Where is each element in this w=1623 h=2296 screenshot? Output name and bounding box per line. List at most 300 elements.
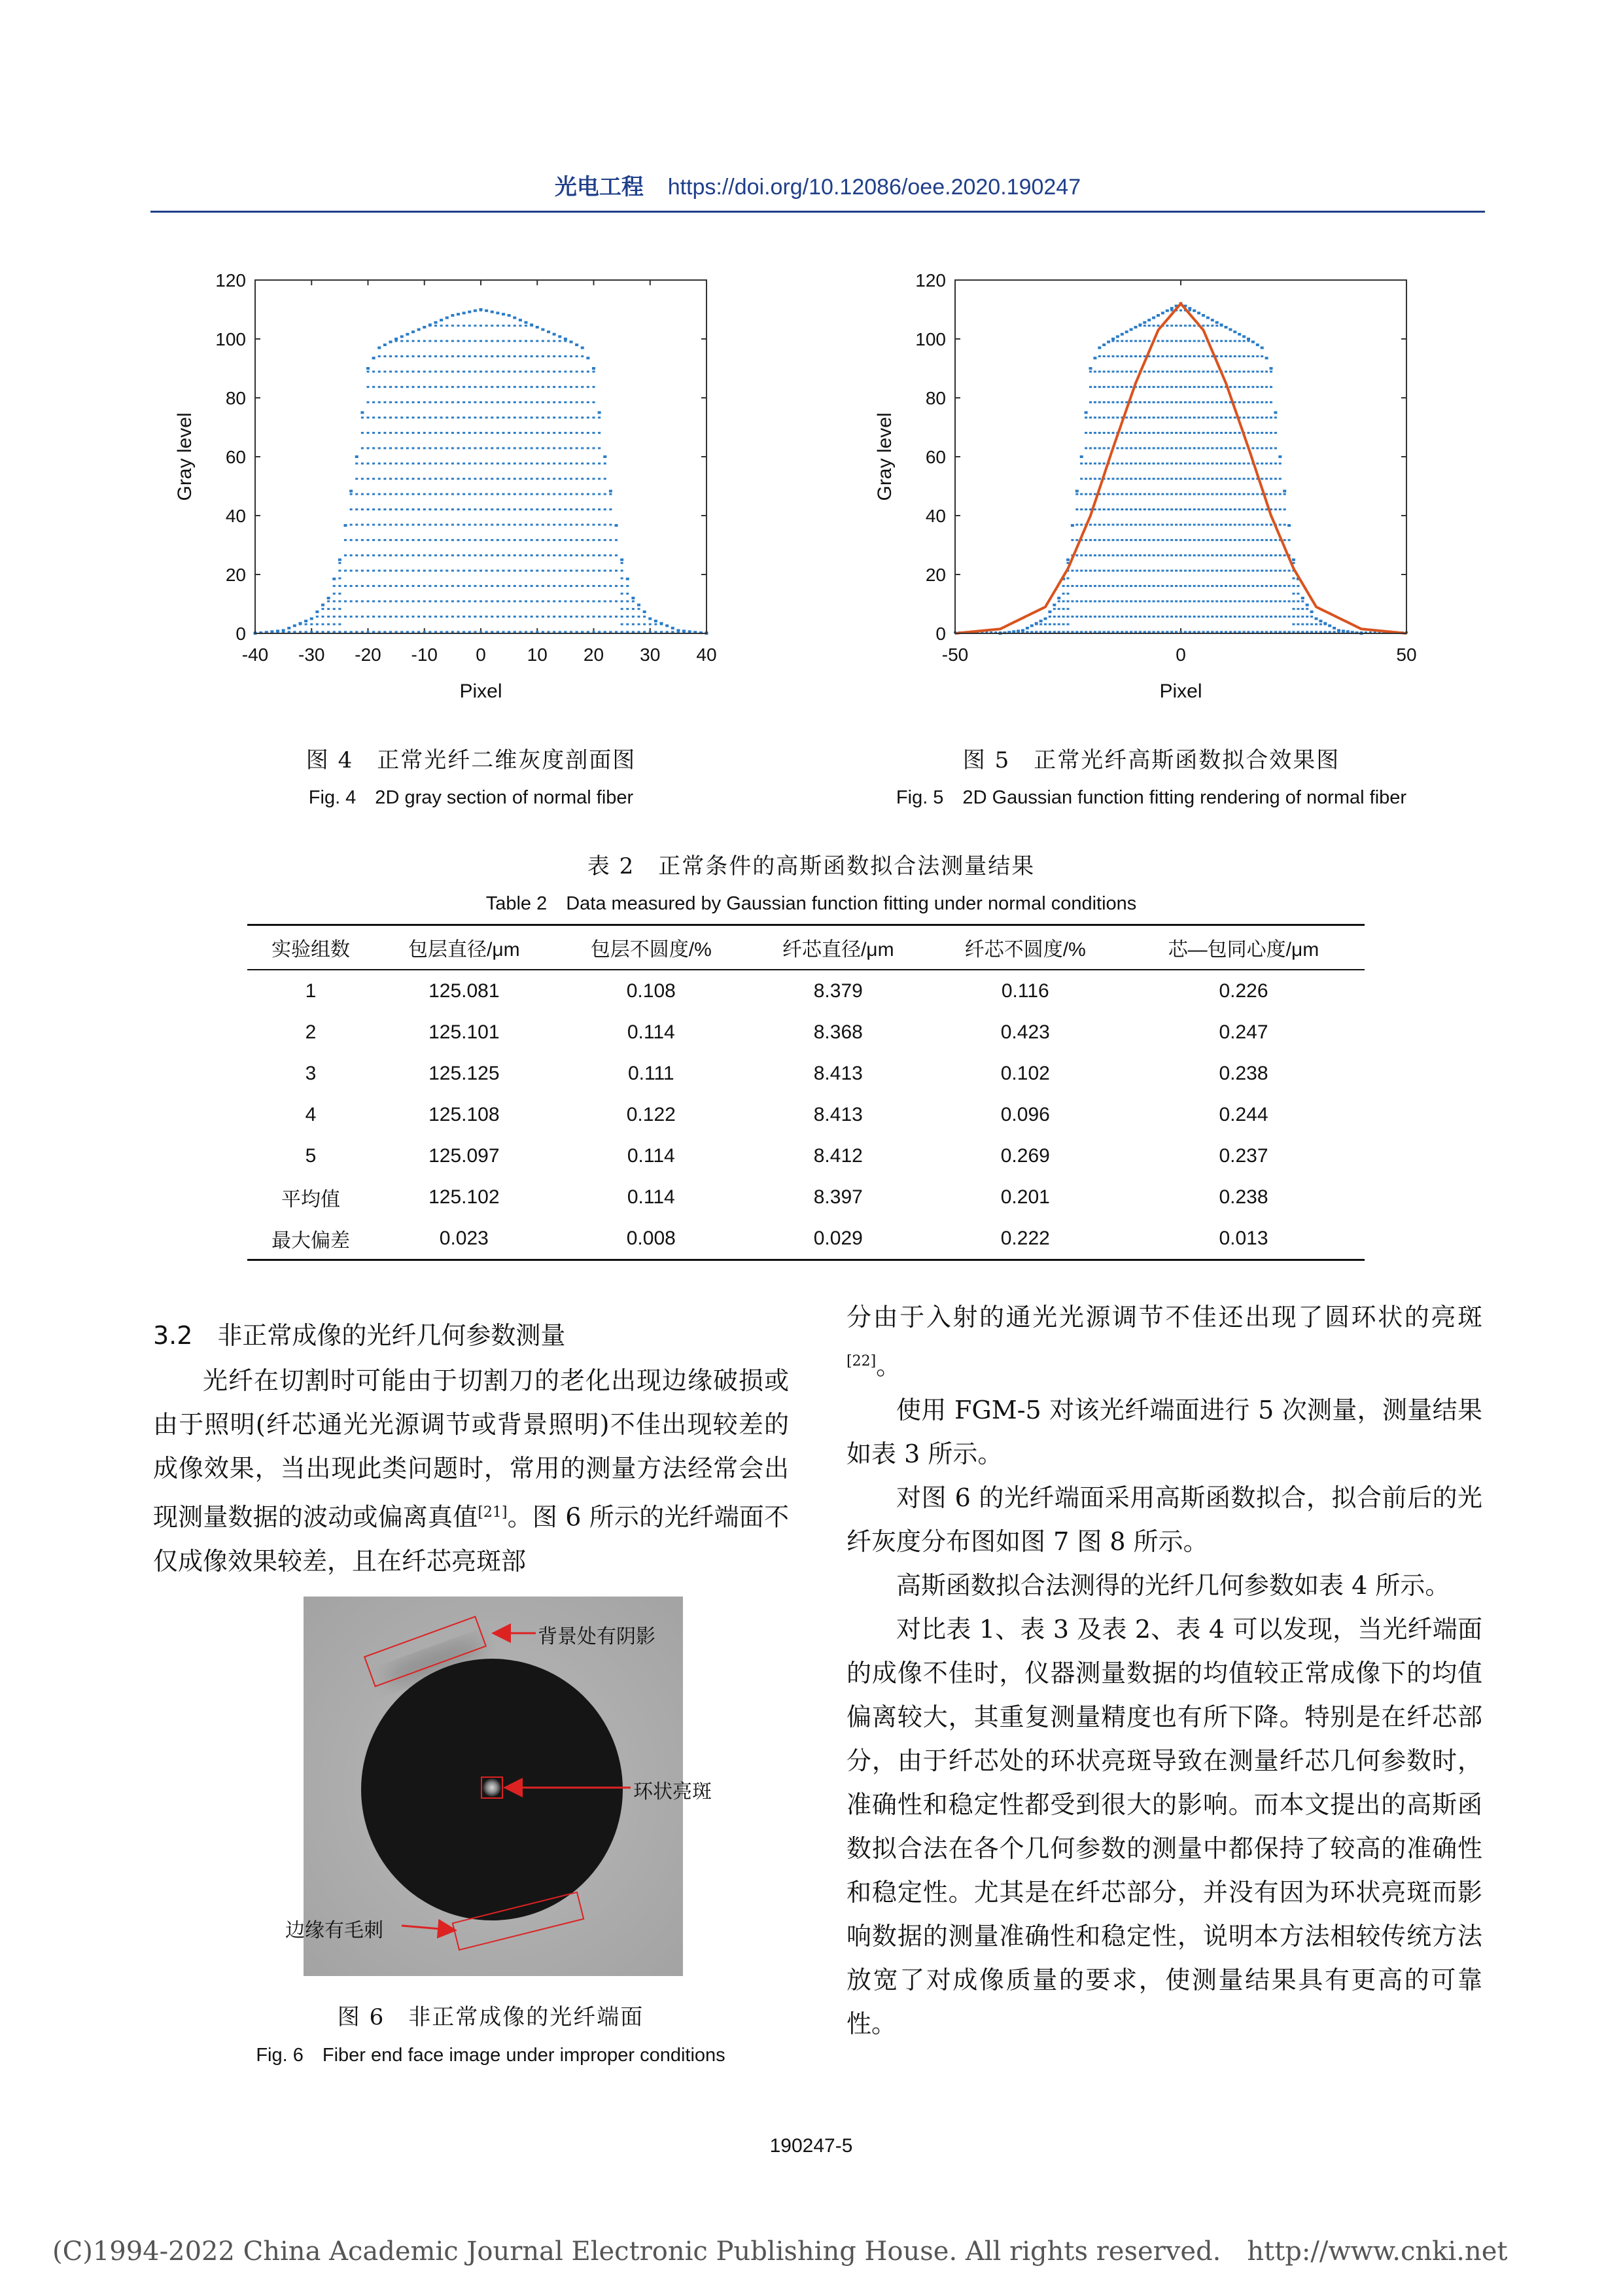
scatter-column xyxy=(519,319,522,633)
table-cell: 8.413 xyxy=(813,1103,863,1125)
scatter-column xyxy=(631,597,635,633)
y-tick-label: 120 xyxy=(915,270,946,291)
scatter-point xyxy=(1193,309,1196,312)
right-column-text xyxy=(846,1296,1482,2046)
scatter-column xyxy=(637,604,640,633)
scatter-point xyxy=(1093,357,1096,359)
scatter-point xyxy=(654,620,657,622)
table-cell: 平均值 xyxy=(281,1188,341,1210)
scatter-point xyxy=(1111,338,1115,340)
scatter-column xyxy=(1283,490,1286,633)
scatter-point xyxy=(315,610,319,613)
scatter-point xyxy=(1030,624,1034,627)
figure-4-caption-cn: 图 4 正常光纤二维灰度剖面图 xyxy=(305,747,637,773)
scatter-column xyxy=(530,323,533,633)
paragraph: 对比表 1、表 3 及表 2、表 4 可以发现，当光纤端面的成像不佳时，仪器测量数据的均值较正常成像下的均值偏离较大，其重复测量精度也有所下降。特别是在纤芯部分，由于纤芯处的环状亮斑导致在测量纤芯几何参数时，准确性和稳定性都受到很大的影响。而本文提出的高斯函数拟合法在各个几何参数的测量中都保持了较高的准确性和稳定性。尤其是在纤芯部分，并没有因为环状亮斑而影响数据的测量准确性和稳定性，说明本方法相较传统方法放宽了对成像质量的要求，使测量结果具有更高的可靠性。 xyxy=(846,1614,1482,2038)
scatter-point xyxy=(620,559,623,561)
paragraph: 高斯函数拟合法测得的光纤几何参数如表 4 所示。 xyxy=(896,1570,1450,1600)
table-cell: 8.379 xyxy=(813,980,863,1002)
scatter-column xyxy=(389,341,393,633)
scatter-column xyxy=(1170,307,1174,633)
table-cell: 0.247 xyxy=(1219,1021,1268,1043)
scatter-column xyxy=(1089,367,1092,633)
scatter-point xyxy=(457,313,460,315)
scatter-column xyxy=(496,311,499,633)
scatter-point xyxy=(474,309,477,312)
scatter-point xyxy=(513,317,516,319)
scatter-column xyxy=(1116,335,1119,633)
scatter-point xyxy=(570,341,573,344)
scatter-point xyxy=(310,618,313,620)
y-tick-label: 100 xyxy=(915,329,946,349)
scatter-column xyxy=(377,347,381,633)
scatter-column xyxy=(1287,524,1291,633)
scatter-point xyxy=(1188,307,1191,309)
y-tick-label: 40 xyxy=(225,506,246,526)
scatter-column xyxy=(1166,309,1169,633)
table-cell: 0.114 xyxy=(627,1186,675,1208)
scatter-column xyxy=(1238,333,1241,633)
x-tick-label: 0 xyxy=(1176,645,1186,665)
scatter-column xyxy=(1251,341,1255,633)
scatter-point xyxy=(1323,622,1327,625)
scatter-column xyxy=(603,455,606,633)
table-cell: 0.116 xyxy=(1001,980,1049,1002)
y-axis-label: Gray level xyxy=(874,412,896,501)
scatter-point xyxy=(1225,326,1228,328)
scatter-column xyxy=(485,309,488,633)
scatter-column xyxy=(1130,328,1133,633)
figure-4-chart xyxy=(164,262,739,720)
label-spot: 环状亮斑 xyxy=(633,1781,712,1803)
x-tick-label: 10 xyxy=(527,645,548,665)
scatter-point xyxy=(637,604,640,607)
paragraph xyxy=(846,1296,1482,1388)
scatter-column xyxy=(480,308,483,633)
table-header-cell: 包层直径/μm xyxy=(374,925,554,970)
citation[interactable]: [21] xyxy=(478,1504,508,1521)
table-cell: 125.081 xyxy=(428,980,500,1002)
scatter-point xyxy=(1075,490,1079,493)
scatter-column xyxy=(592,367,595,633)
journal-name: 光电工程 xyxy=(554,174,644,200)
table-row xyxy=(247,1135,1365,1176)
scatter-column xyxy=(428,323,432,633)
scatter-point xyxy=(1147,319,1151,321)
scatter-column xyxy=(1147,319,1151,633)
x-axis-label: Pixel xyxy=(459,680,502,702)
y-tick-label: 80 xyxy=(925,388,946,408)
scatter-point xyxy=(1215,321,1219,324)
table-cell: 0.102 xyxy=(1000,1062,1050,1084)
scatter-point xyxy=(1247,338,1250,340)
table-cell: 125.108 xyxy=(428,1103,500,1125)
scatter-column xyxy=(1242,335,1246,633)
scatter-point xyxy=(1319,620,1322,622)
scatter-point xyxy=(1089,367,1092,370)
scatter-point xyxy=(508,314,511,317)
citation[interactable]: [22] xyxy=(846,1353,877,1369)
table-header-cell: 纤芯直径/μm xyxy=(748,925,928,970)
scatter-column xyxy=(360,412,364,633)
scatter-point xyxy=(1283,490,1286,493)
x-tick-label: 0 xyxy=(476,645,486,665)
scatter-column xyxy=(1256,344,1259,633)
scatter-point xyxy=(525,321,528,324)
table-cell: 最大偏差 xyxy=(247,1218,374,1260)
scatter-point xyxy=(519,319,522,321)
scatter-point xyxy=(282,629,285,632)
scatter-column xyxy=(586,357,589,633)
table-cell: 0.111 xyxy=(627,1062,674,1084)
scatter-point xyxy=(558,335,561,338)
scatter-point xyxy=(327,597,330,599)
scatter-point xyxy=(383,344,387,346)
scatter-column xyxy=(304,620,307,633)
table-cell: 125.097 xyxy=(428,1144,500,1167)
scatter-point xyxy=(451,314,454,317)
scatter-column xyxy=(462,311,466,633)
scatter-column xyxy=(451,314,454,633)
table-cell: 0.114 xyxy=(627,1144,675,1167)
scatter-point xyxy=(626,578,629,580)
table-cell: 0.201 xyxy=(1000,1186,1050,1208)
scatter-column xyxy=(581,347,584,633)
scatter-column xyxy=(1057,597,1060,633)
scatter-column xyxy=(1183,305,1187,633)
y-tick-label: 120 xyxy=(215,270,246,291)
scatter-point xyxy=(480,308,483,311)
figure-6-caption-en: Fig. 6 Fiber end face image under improper conditions xyxy=(256,2045,725,2066)
scatter-column xyxy=(536,326,539,633)
y-tick-label: 0 xyxy=(935,624,946,644)
scatter-point xyxy=(502,313,505,315)
scatter-column xyxy=(1157,314,1160,633)
scatter-point xyxy=(1098,347,1101,349)
table-header-cell: 实验组数 xyxy=(247,925,374,970)
scatter-point xyxy=(411,330,415,333)
table-row xyxy=(247,1053,1365,1094)
scatter-column xyxy=(1315,618,1318,633)
x-tick-label: 20 xyxy=(583,645,604,665)
scatter-point xyxy=(485,309,488,312)
y-tick-label: 40 xyxy=(925,506,946,526)
table-cell: 0.096 xyxy=(1000,1103,1050,1125)
scatter-point xyxy=(1152,317,1155,319)
table-row xyxy=(247,1094,1365,1135)
scatter-column xyxy=(1233,330,1236,633)
scatter-column xyxy=(1297,578,1300,633)
scatter-column xyxy=(406,333,409,633)
scatter-point xyxy=(1251,341,1255,344)
scatter-point xyxy=(603,455,606,458)
scatter-point xyxy=(1161,311,1164,314)
scatter-point xyxy=(1206,317,1210,319)
scatter-point xyxy=(1048,610,1051,613)
fit-curve xyxy=(955,304,1406,633)
scatter-column xyxy=(615,524,618,633)
table-header-cell: 纤芯不圆度/% xyxy=(928,925,1123,970)
scatter-column xyxy=(1179,302,1183,633)
scatter-point xyxy=(1256,344,1259,346)
scatter-point xyxy=(434,321,438,324)
scatter-column xyxy=(1111,338,1115,633)
scatter-column xyxy=(558,335,561,633)
scatter-point xyxy=(564,338,567,340)
plot-frame xyxy=(255,280,707,633)
scatter-point xyxy=(338,559,341,561)
scatter-point xyxy=(417,328,421,331)
scatter-point xyxy=(445,317,449,319)
scatter-column xyxy=(564,338,567,633)
scatter-point xyxy=(1080,455,1083,458)
scatter-point xyxy=(1071,524,1074,527)
paragraph: 对图 6 的光纤端面采用高斯函数拟合，拟合前后的光纤灰度分布图如图 7 图 8 所示。 xyxy=(846,1483,1482,1556)
scatter-column xyxy=(1161,311,1164,633)
y-tick-label: 0 xyxy=(236,624,246,644)
scatter-column xyxy=(1107,341,1110,633)
table-cell: 0.023 xyxy=(374,1218,554,1260)
table-cell: 125.101 xyxy=(428,1021,500,1043)
scatter-point xyxy=(360,412,364,414)
label-burr: 边缘有毛刺 xyxy=(285,1920,383,1941)
scatter-point xyxy=(1066,559,1070,561)
scatter-point xyxy=(1121,333,1124,336)
y-tick-label: 100 xyxy=(215,329,246,349)
scatter-point xyxy=(1143,321,1146,324)
scatter-column xyxy=(598,412,601,633)
scatter-column xyxy=(1310,610,1314,633)
scatter-point xyxy=(1053,604,1056,607)
table-cell: 0.029 xyxy=(748,1218,928,1260)
scatter-point xyxy=(665,624,669,627)
paragraph-text: 分由于入射的通光光源调节不佳还出现了圆环状的亮斑 xyxy=(846,1303,1482,1332)
scatter-point xyxy=(491,311,494,313)
table-cell: 8.413 xyxy=(813,1062,863,1084)
scatter-column xyxy=(1188,307,1191,633)
scatter-column xyxy=(1075,490,1079,633)
scatter-point xyxy=(468,311,471,313)
scatter-column xyxy=(445,317,449,633)
scatter-point xyxy=(530,323,533,326)
table-cell: 125.125 xyxy=(428,1062,500,1084)
scatter-point xyxy=(643,610,646,613)
scatter-column xyxy=(1301,597,1304,633)
scatter-point xyxy=(1102,344,1106,346)
scatter-column xyxy=(1048,610,1051,633)
table-2-caption-cn: 表 2 正常条件的高斯函数拟合法测量结果 xyxy=(587,853,1036,879)
scatter-point xyxy=(1328,624,1331,627)
scatter-column xyxy=(609,490,612,633)
scatter-column xyxy=(400,335,404,633)
table-header-cell: 包层不圆度/% xyxy=(554,925,748,970)
table-cell: 0.269 xyxy=(1000,1144,1050,1167)
scatter-column xyxy=(1134,326,1138,633)
scatter-point xyxy=(496,311,499,314)
scatter-column xyxy=(417,328,421,633)
scatter-column xyxy=(1039,620,1043,633)
scatter-column xyxy=(1211,319,1214,633)
x-tick-label: -50 xyxy=(941,645,969,665)
table-cell: 0.222 xyxy=(928,1218,1123,1260)
scatter-point xyxy=(423,326,426,328)
table-cell: 1 xyxy=(305,980,317,1002)
scatter-column xyxy=(423,326,426,633)
scatter-point xyxy=(615,524,618,527)
scatter-column xyxy=(440,319,443,633)
y-tick-label: 20 xyxy=(925,565,946,585)
table-cell: 0.423 xyxy=(1000,1021,1050,1043)
scatter-column xyxy=(1080,455,1083,633)
scatter-column xyxy=(502,313,505,633)
scatter-point xyxy=(1233,330,1236,333)
scatter-point xyxy=(1220,323,1223,326)
scatter-column xyxy=(643,610,646,633)
scatter-column xyxy=(620,559,623,633)
scatter-column xyxy=(654,620,657,633)
table-cell: 8.397 xyxy=(813,1186,863,1208)
scatter-point xyxy=(394,338,398,340)
scatter-point xyxy=(428,323,432,326)
scatter-point xyxy=(440,319,443,321)
paragraph-text: 。 xyxy=(876,1351,901,1381)
scatter-point xyxy=(1021,629,1024,632)
x-tick-label: -10 xyxy=(411,645,438,665)
scatter-column xyxy=(372,357,375,633)
scatter-point xyxy=(1116,335,1119,338)
scatter-column xyxy=(575,344,578,633)
scatter-column xyxy=(1152,317,1155,633)
scatter-column xyxy=(315,610,319,633)
scatter-point xyxy=(1270,367,1273,370)
scatter-column xyxy=(1202,314,1205,633)
scatter-point xyxy=(586,357,589,359)
x-tick-label: -30 xyxy=(298,645,325,665)
x-tick-label: -20 xyxy=(355,645,381,665)
y-tick-label: 60 xyxy=(225,447,246,467)
table-cell: 5 xyxy=(305,1144,317,1167)
scatter-column xyxy=(1044,618,1047,633)
table-row xyxy=(247,1012,1365,1053)
scatter-point xyxy=(1107,341,1110,344)
table-cell: 0.238 xyxy=(1219,1062,1268,1084)
scatter-point xyxy=(344,524,347,527)
scatter-column xyxy=(338,559,341,633)
scatter-point xyxy=(1134,326,1138,328)
scatter-column xyxy=(626,578,629,633)
paragraph-text: 光纤在切割时可能由于切割刀的老化出现边缘破损或由于照明(纤芯通光光源调节或背景照明)不佳出现较差的成像效果，当出现此类问题时，常用的测量方法经常会出现测量数据的波动或偏离真值 xyxy=(153,1366,789,1532)
scatter-column xyxy=(327,597,330,633)
table-cell: 0.108 xyxy=(626,980,676,1002)
scatter-column xyxy=(525,321,528,633)
cnki-link[interactable]: http://www.cnki.net xyxy=(1247,2236,1508,2267)
table-cell: 2 xyxy=(305,1021,317,1043)
figure-6-caption-cn: 图 6 非正常成像的光纤端面 xyxy=(337,2004,644,2030)
table-header-cell: 芯—包同心度/μm xyxy=(1123,925,1365,970)
doi-link[interactable]: https://doi.org/10.12086/oee.2020.190247 xyxy=(667,175,1081,200)
scatter-column xyxy=(1247,338,1250,633)
table-cell: 8.368 xyxy=(813,1021,863,1043)
scatter-point xyxy=(1157,314,1160,317)
scatter-point xyxy=(1035,622,1038,625)
y-tick-label: 80 xyxy=(225,388,246,408)
scatter-column xyxy=(508,314,511,633)
scatter-column xyxy=(547,330,550,633)
scatter-point xyxy=(1333,627,1336,629)
header-divider xyxy=(150,211,1485,213)
table-2 xyxy=(247,924,1365,1261)
scatter-point xyxy=(400,335,404,338)
scatter-point xyxy=(1306,604,1309,607)
table-cell: 4 xyxy=(305,1103,317,1125)
scatter-column xyxy=(355,455,358,633)
copyright-text: (C)1994-2022 China Academic Journal Electronic Publishing House. All rights reserved. xyxy=(52,2236,1221,2267)
scatter-point xyxy=(631,597,635,599)
scatter-column xyxy=(1053,604,1056,633)
scatter-point xyxy=(1315,618,1318,620)
paragraph: 使用 FGM-5 对该光纤端面进行 5 次测量，测量结果如表 3 所示。 xyxy=(846,1395,1482,1468)
scatter-point xyxy=(1197,311,1200,314)
paragraph-text: 。图 6 所示的光纤端面不仅成像效果较差，且在纤芯亮斑部 xyxy=(153,1502,789,1576)
scatter-point xyxy=(1310,610,1314,613)
scatter-point xyxy=(293,624,296,627)
y-tick-label: 20 xyxy=(225,565,246,585)
scatter-column xyxy=(474,309,477,633)
scatter-point xyxy=(332,578,336,580)
table-header-row xyxy=(247,925,1365,970)
scatter-column xyxy=(344,524,347,633)
scatter-point xyxy=(355,455,358,458)
scatter-point xyxy=(598,412,601,414)
scatter-point xyxy=(1261,347,1264,349)
scatter-column xyxy=(321,604,324,633)
table-cell: 8.412 xyxy=(813,1144,863,1167)
scatter-column xyxy=(411,330,415,633)
scatter-point xyxy=(1242,335,1246,338)
table-cell: 0.226 xyxy=(1219,980,1268,1002)
scatter-point xyxy=(389,341,393,344)
scatter-point xyxy=(1125,330,1128,333)
scatter-point xyxy=(1026,627,1029,629)
scatter-point xyxy=(366,367,370,370)
scatter-column xyxy=(1270,367,1273,633)
scatter-column xyxy=(1035,622,1038,633)
scatter-column xyxy=(513,317,516,633)
scatter-point xyxy=(1039,620,1043,622)
scatter-column xyxy=(491,311,494,633)
figure-5-caption-cn: 图 5 正常光纤高斯函数拟合效果图 xyxy=(962,747,1340,773)
x-tick-label: 40 xyxy=(696,645,717,665)
table-cell: 0.013 xyxy=(1123,1218,1365,1260)
scatter-point xyxy=(547,330,550,333)
scatter-point xyxy=(304,620,307,622)
scatter-column xyxy=(299,622,302,633)
scatter-column xyxy=(1125,330,1128,633)
scatter-point xyxy=(1170,307,1174,309)
figure-4-caption-en: Fig. 4 2D gray section of normal fiber xyxy=(308,787,634,808)
scatter-point xyxy=(592,367,595,370)
scatter-column xyxy=(1121,333,1124,633)
scatter-point xyxy=(1265,357,1268,359)
x-tick-label: -40 xyxy=(241,645,269,665)
scatter-column xyxy=(349,490,353,633)
scatter-column xyxy=(468,311,471,633)
scatter-point xyxy=(1274,412,1277,414)
scatter-column xyxy=(1323,622,1327,633)
table-cell: 3 xyxy=(305,1062,317,1084)
scatter-point xyxy=(553,333,556,336)
figure-5-chart xyxy=(864,262,1439,720)
